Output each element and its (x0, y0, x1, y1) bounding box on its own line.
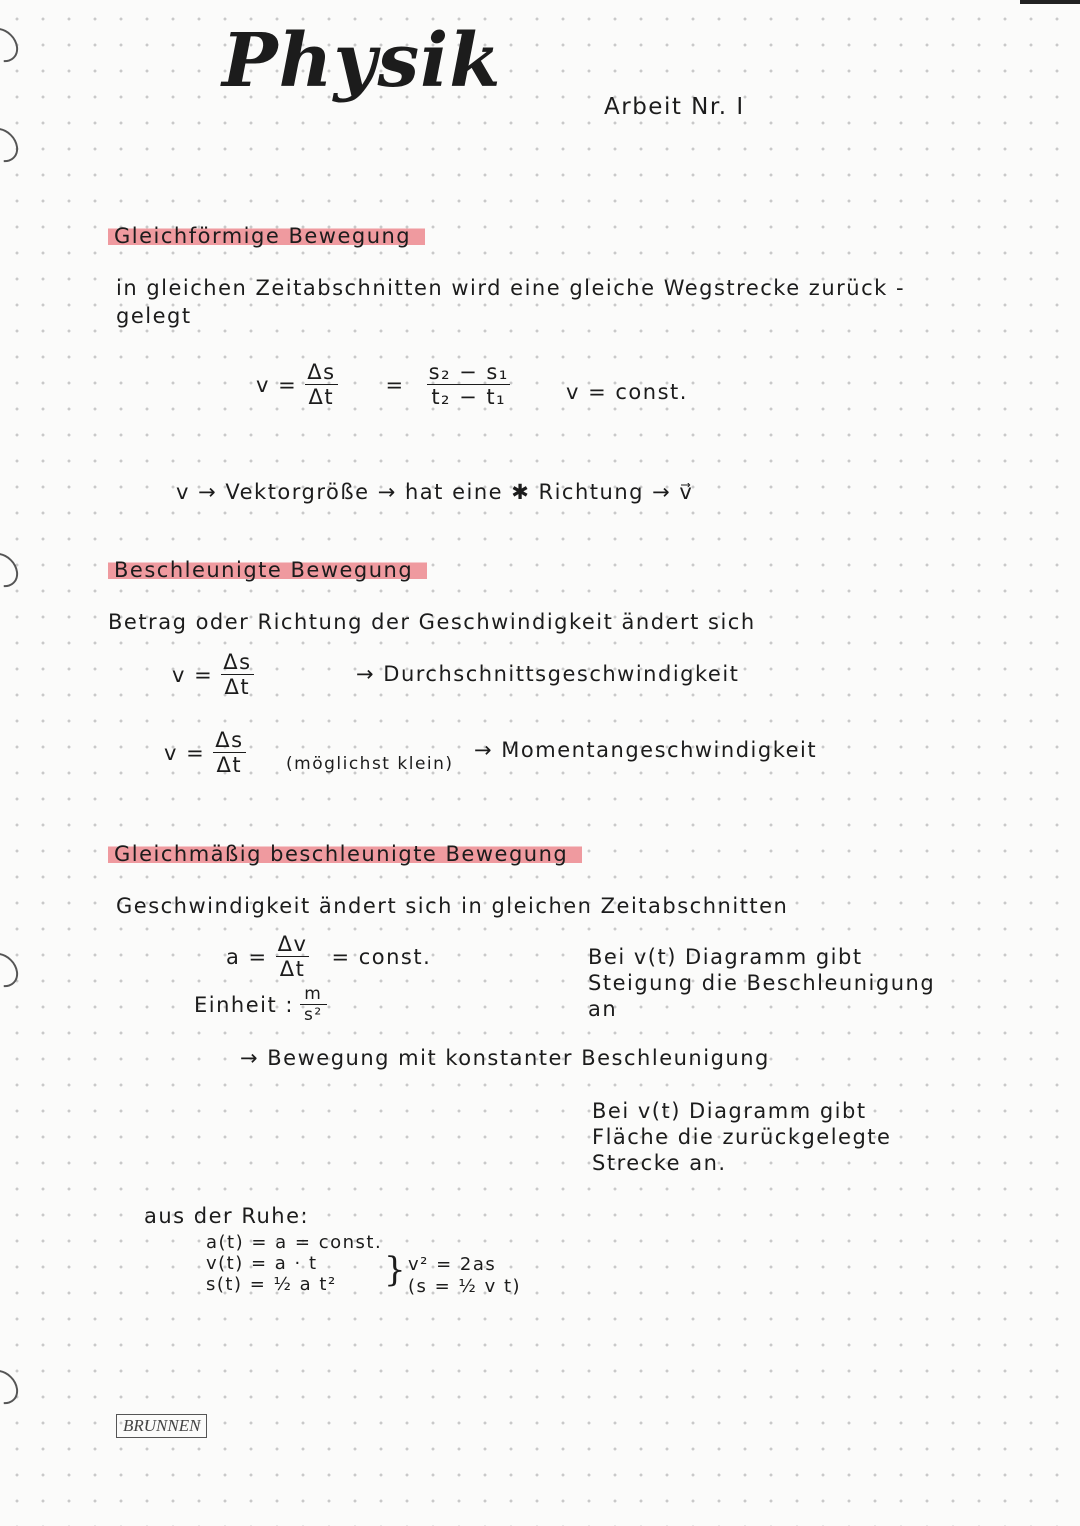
fraction-numerator: Δv (277, 932, 308, 956)
binder-ring (0, 546, 25, 594)
acceleration-formula (226, 932, 431, 981)
page-edge-mark (1020, 0, 1080, 4)
fraction (300, 984, 327, 1025)
fraction-denominator: s² (300, 1004, 327, 1025)
binder-ring (0, 946, 25, 994)
instant-velocity-label: → Momentangeschwindigkeit (474, 738, 818, 762)
fraction-numerator: Δs (215, 728, 244, 752)
rest-label: aus der Ruhe: (144, 1204, 310, 1228)
page-subtitle: Arbeit Nr. I (604, 94, 745, 120)
constant-accel-line: → Bewegung mit konstanter Beschleunigung (240, 1046, 770, 1070)
page-title: Physik (222, 18, 502, 104)
acceleration-const: = const. (331, 944, 432, 969)
fraction-numerator: s₂ − s₁ (428, 360, 509, 384)
formula-lhs: v = (172, 662, 214, 687)
formula-lhs: v = (256, 372, 298, 397)
equation-v-squared: v² = 2as (408, 1254, 497, 1275)
binder-ring (0, 121, 25, 169)
accelerated-text: Betrag oder Richtung der Geschwindigkeit ändert sich (108, 610, 756, 634)
fraction-denominator: t₂ − t₁ (427, 384, 510, 409)
fraction-numerator: m (304, 984, 323, 1004)
brand-logo: BRUNNEN (116, 1414, 207, 1438)
area-note (592, 1098, 891, 1176)
equation-s: s(t) = ½ a t² (206, 1274, 337, 1295)
uniform-text-line1: in gleichen Zeitabschnitten wird eine gleiche Wegstrecke zurück - (116, 276, 906, 300)
formula-lhs: a = (226, 944, 268, 969)
binder-ring (0, 21, 25, 69)
velocity-const: v = const. (566, 380, 688, 404)
instant-velocity-formula (164, 728, 254, 777)
average-velocity-formula (172, 650, 262, 699)
equals-sign: = (385, 372, 405, 397)
fraction-denominator: Δt (213, 752, 247, 777)
rest-equations (206, 1232, 382, 1295)
slope-note (588, 944, 935, 1022)
fraction (211, 728, 247, 777)
fraction (274, 932, 312, 981)
section-heading-uniform: Gleichförmige Bewegung (108, 224, 425, 248)
area-note-line: Bei v(t) Diagramm gibt (592, 1099, 867, 1123)
fraction-numerator: Δs (223, 650, 252, 674)
fraction (425, 360, 513, 409)
fraction (219, 650, 255, 699)
fraction (303, 360, 339, 409)
average-velocity-label: → Durchschnittsgeschwindigkeit (356, 662, 740, 686)
equation-s-vt: (s = ½ v t) (408, 1276, 522, 1297)
unit-line (194, 984, 333, 1025)
area-note-line: Strecke an. (592, 1151, 727, 1175)
equation-v: v(t) = a · t (206, 1253, 318, 1274)
area-note-line: Fläche die zurückgelegte (592, 1125, 892, 1149)
fraction-denominator: Δt (276, 956, 310, 981)
formula-lhs: v = (164, 740, 206, 765)
slope-note-line: Bei v(t) Diagramm gibt (588, 945, 863, 969)
section-heading-accelerated: Beschleunigte Bewegung (108, 558, 427, 582)
binder-ring (0, 1363, 25, 1411)
velocity-formula (256, 360, 519, 409)
slope-note-line: an (588, 997, 618, 1021)
brace-equations (408, 1254, 521, 1298)
fraction-denominator: Δt (305, 384, 339, 409)
fraction-numerator: Δs (307, 360, 336, 384)
small-note: (möglichst klein) (286, 754, 454, 774)
equation-a: a(t) = a = const. (206, 1232, 383, 1253)
curly-brace: } (384, 1250, 408, 1290)
uniform-text-line2: gelegt (116, 304, 192, 328)
unit-label: Einheit : (194, 992, 294, 1017)
slope-note-line: Steigung die Beschleunigung (588, 971, 936, 995)
vector-note: v → Vektorgröße → hat eine ✱ Richtung → v⃗ (176, 480, 694, 504)
fraction-denominator: Δt (221, 674, 255, 699)
section-heading-uniform-accel: Gleichmäßig beschleunigte Bewegung (108, 842, 582, 866)
uniform-accel-text: Geschwindigkeit ändert sich in gleichen Zeitabschnitten (116, 894, 789, 918)
